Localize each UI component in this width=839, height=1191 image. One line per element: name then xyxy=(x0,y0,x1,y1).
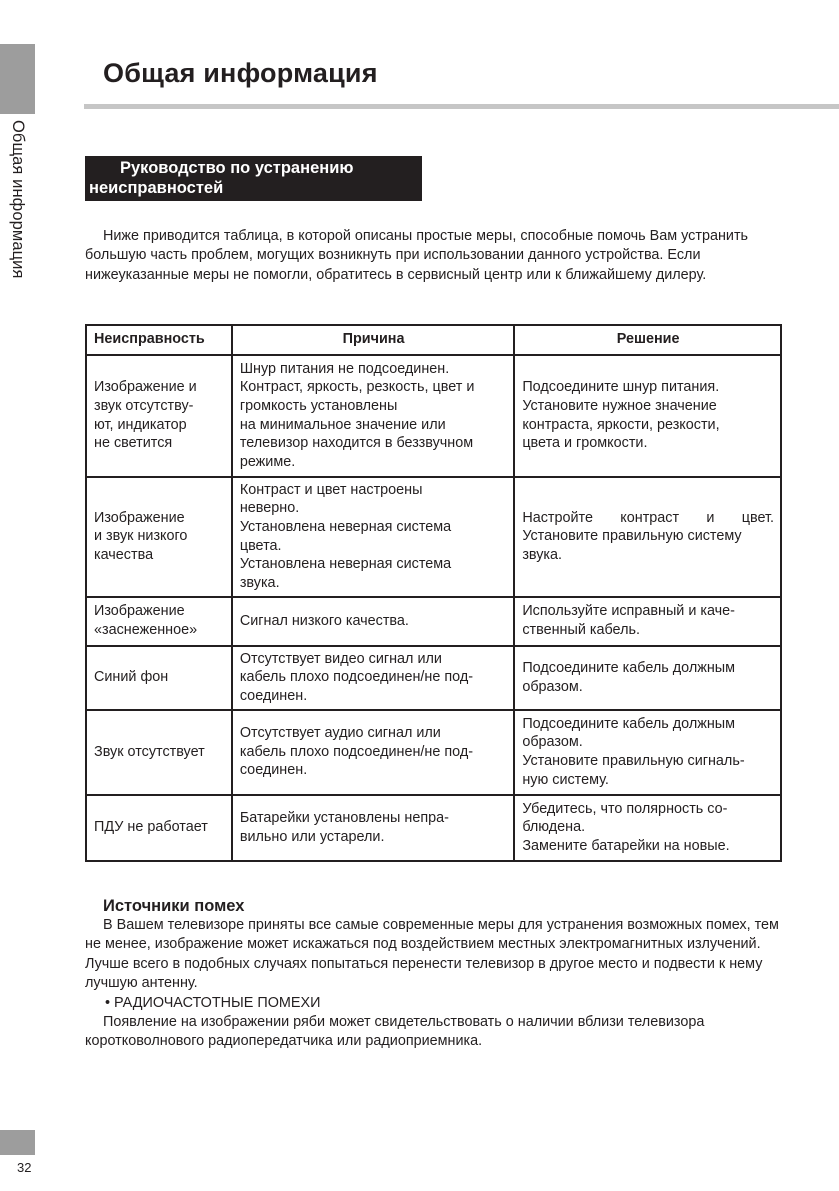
page-number-marker xyxy=(0,1130,35,1155)
cell-line: Отсутствует аудио сигнал или xyxy=(239,725,441,742)
banner-line-1: Руководство по устранению xyxy=(120,159,354,177)
interference-heading: Источники помех xyxy=(103,897,245,915)
header-solution: Решение xyxy=(514,325,781,355)
cell-line: Изображение xyxy=(94,603,185,620)
table-row xyxy=(86,477,781,597)
cell-line: Замените батарейки на новые. xyxy=(522,837,730,854)
cell-problem xyxy=(86,597,232,646)
cell-line: ную систему. xyxy=(522,771,609,788)
cell-line: Установите правильную сигналь- xyxy=(522,753,745,769)
cell-line: кабель плохо подсоединен/не под- xyxy=(239,743,474,760)
cell-solution xyxy=(514,795,781,861)
cell-line: вильно или устарели. xyxy=(239,828,385,845)
cell-solution xyxy=(514,597,781,646)
cell-problem xyxy=(86,795,232,861)
table-row xyxy=(86,355,781,477)
table-row xyxy=(86,646,781,710)
cell-line: кабель плохо подсоединен/не под- xyxy=(239,669,474,686)
cell-line: Убедитесь, что полярность со- xyxy=(522,800,728,817)
cell-line: блюдена. xyxy=(522,819,586,836)
cell-line: ПДУ не работает xyxy=(94,819,208,836)
cell-problem xyxy=(86,646,232,710)
cell-line: Подсоедините шнур питания. xyxy=(522,379,720,396)
cell-line: Изображение xyxy=(94,509,185,526)
cell-line: не светится xyxy=(94,435,173,452)
cell-line: Подсоедините кабель должным xyxy=(522,715,736,732)
cell-line: контраста, яркости, резкости, xyxy=(522,416,720,433)
interference-section xyxy=(85,896,785,1052)
cell-line: громкость установлены xyxy=(239,397,398,414)
interference-paragraph: В Вашем телевизоре приняты все самые современные меры для устранения возможных помех, тем не менее, изображение может искажаться под воздействием местных электромагнитных излучений. Лучше всего в подобных случаях попытаться перенести телевизор в другое место и подвести к нему лучшую антенну. xyxy=(85,917,779,992)
cell-line: Контраст, яркость, резкость, цвет и xyxy=(239,379,475,396)
rf-interference-paragraph: Появление на изображении ряби может свидетельствовать о наличии вблизи телевизора коротковолнового радиопередатчика или радиоприемника. xyxy=(85,1014,705,1050)
cell-line: неверно. xyxy=(239,500,300,517)
intro-paragraph: Ниже приводится таблица, в которой описаны простые меры, способные помочь Вам устранить большую часть проблем, могущих возникнуть при использовании данного устройства. Если нижеуказанные меры не помогли, обратитесь в сервисный центр или к ближайшему дилеру. xyxy=(85,228,749,283)
cell-line: цвета и громкости. xyxy=(522,435,648,452)
cell-cause xyxy=(232,477,514,597)
cell-line: Установите правильную систему xyxy=(522,528,742,545)
cell-solution xyxy=(514,646,781,710)
cell-line: Батарейки установлены непра- xyxy=(239,809,449,826)
cell-line: соединен. xyxy=(239,687,308,704)
cell-line: Шнур питания не подсоединен. xyxy=(239,360,450,377)
cell-line: и звук низкого xyxy=(94,528,188,545)
cell-line: Звук отсутствует xyxy=(94,743,205,760)
cell-line: Контраст и цвет настроены xyxy=(239,481,423,498)
section-banner xyxy=(85,156,422,201)
cell-solution xyxy=(514,355,781,477)
cell-line: ют, индикатор xyxy=(94,416,187,433)
header-cause: Причина xyxy=(232,325,514,355)
cell-line: звука. xyxy=(522,546,563,563)
title-divider xyxy=(84,104,839,109)
cell-solution xyxy=(514,710,781,795)
cell-line: качества xyxy=(94,546,154,563)
page-title: Общая информация xyxy=(103,58,378,88)
table-header-row xyxy=(86,325,781,355)
cell-line: Используйте исправный и каче- xyxy=(522,603,735,620)
cell-line: ственный кабель. xyxy=(522,622,640,638)
side-tab-marker xyxy=(0,44,35,114)
cell-cause xyxy=(232,646,514,710)
table-row xyxy=(86,710,781,795)
bullet-rf-interference: • РАДИОЧАСТОТНЫЕ ПОМЕХИ xyxy=(105,994,321,1011)
cell-line: Настройте контраст и цвет. xyxy=(522,509,774,526)
cell-line: образом. xyxy=(522,678,583,695)
cell-line: Изображение и xyxy=(94,379,197,396)
header-problem: Неисправность xyxy=(86,325,232,355)
cell-line: звук отсутству- xyxy=(94,397,194,414)
cell-problem xyxy=(86,710,232,795)
cell-problem xyxy=(86,355,232,477)
cell-line: Синий фон xyxy=(94,669,169,686)
cell-line: Установите нужное значение xyxy=(522,397,717,414)
cell-line: Установлена неверная система xyxy=(239,556,452,573)
cell-line: «заснеженное» xyxy=(94,622,198,638)
table-row xyxy=(86,795,781,861)
cell-line: телевизор находится в беззвучном xyxy=(239,435,474,452)
table-row xyxy=(86,597,781,646)
cell-cause xyxy=(232,355,514,477)
cell-line: цвета. xyxy=(239,537,282,554)
cell-line: режиме. xyxy=(239,453,296,470)
cell-cause xyxy=(232,795,514,861)
cell-line: соединен. xyxy=(239,762,308,779)
cell-solution xyxy=(514,477,781,597)
banner-line-2: неисправностей xyxy=(89,179,224,197)
side-tab-label: Общая информация xyxy=(9,120,27,279)
cell-cause xyxy=(232,710,514,795)
page-number: 32 xyxy=(17,1160,32,1175)
cell-line: Отсутствует видео сигнал или xyxy=(239,650,442,667)
cell-cause xyxy=(232,597,514,646)
cell-problem xyxy=(86,477,232,597)
cell-line: Сигнал низкого качества. xyxy=(239,612,409,629)
cell-line: Подсоедините кабель должным xyxy=(522,659,736,676)
cell-line: на минимальное значение или xyxy=(239,416,446,433)
troubleshooting-table xyxy=(85,324,782,862)
cell-line: Установлена неверная система xyxy=(239,518,452,535)
cell-line: звука. xyxy=(239,574,280,591)
cell-line: образом. xyxy=(522,734,583,751)
